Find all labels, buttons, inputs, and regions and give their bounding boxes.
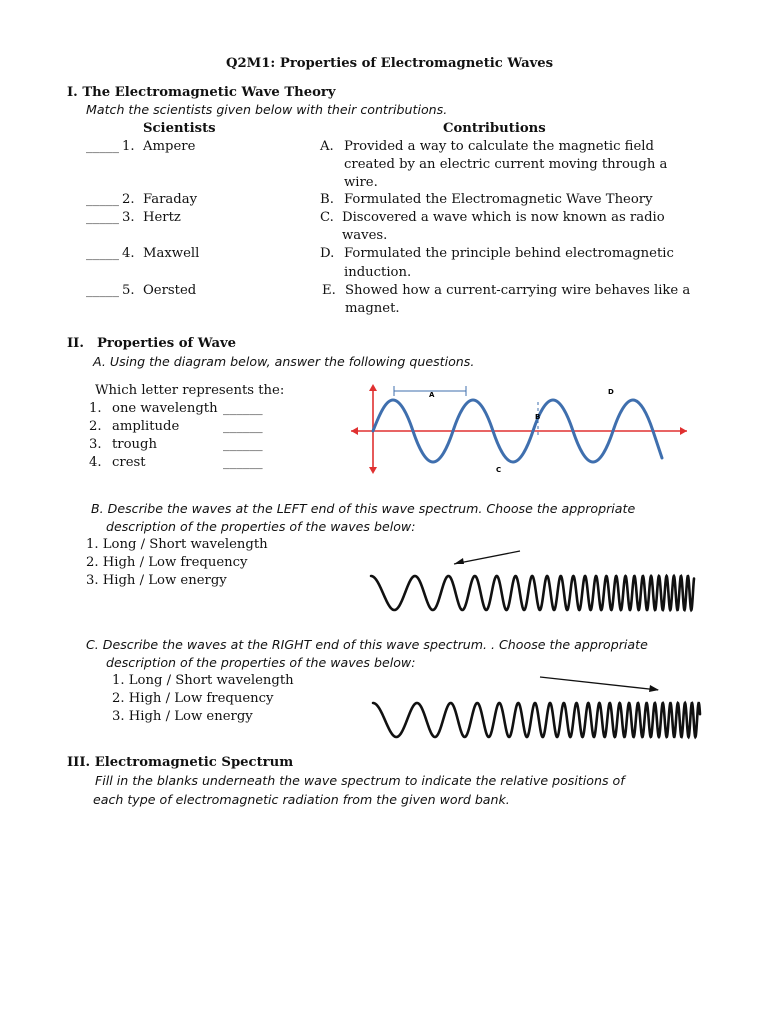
- scientists-header: Scientists: [143, 121, 216, 136]
- part-c-instruction: C. Describe the waves at the RIGHT end of this wave spectrum. . Choose the appropriate: [86, 637, 648, 652]
- question-number: 3.: [89, 437, 102, 452]
- contribution-letter: D.: [320, 246, 335, 261]
- part-b-instruction: B. Describe the waves at the LEFT end of this wave spectrum. Choose the appropriate: [91, 501, 636, 516]
- contribution-text: Provided a way to calculate the magnetic field: [344, 139, 654, 154]
- part-a-instruction: A. Using the diagram below, answer the following questions.: [93, 354, 475, 369]
- answer-blank[interactable]: _____: [86, 283, 119, 298]
- page-title: Q2M1: Properties of Electromagnetic Waves: [226, 56, 554, 71]
- contribution-text: created by an electric current moving through a: [344, 157, 668, 172]
- contribution-letter: A.: [320, 139, 334, 154]
- question-number: 2.: [89, 419, 102, 434]
- part-b-instruction-cont: description of the properties of the waves below:: [106, 519, 416, 534]
- question-number: 1.: [89, 401, 102, 416]
- part-c-instruction-cont: description of the properties of the waves below:: [106, 655, 416, 670]
- section-1-heading: I. The Electromagnetic Wave Theory: [67, 85, 336, 100]
- contribution-letter: E.: [322, 283, 336, 298]
- answer-blank[interactable]: _____: [86, 139, 119, 154]
- answer-blank[interactable]: _____: [86, 246, 119, 261]
- scientist-number: 4.: [122, 246, 135, 261]
- left-spectrum-wave: [360, 540, 705, 620]
- scientist-name: Hertz: [142, 210, 181, 225]
- section-3-heading: III. Electromagnetic Spectrum: [67, 755, 294, 770]
- contribution-text: Formulated the Electromagnetic Wave Theory: [344, 192, 653, 207]
- part-b-item: 1. Long / Short wavelength: [86, 537, 268, 552]
- section-2-heading-num: II.: [67, 336, 84, 351]
- part-b-item: 3. High / Low energy: [86, 573, 227, 588]
- spectrum-wave: [373, 703, 700, 737]
- label-b: B: [535, 413, 541, 421]
- contribution-text: Showed how a current-carrying wire behaves like a: [345, 283, 691, 298]
- scientist-name: Oersted: [142, 283, 197, 298]
- contribution-text: Formulated the principle behind electromagnetic: [344, 246, 674, 261]
- part-b-item: 2. High / Low frequency: [86, 555, 248, 570]
- label-c: C: [496, 466, 502, 474]
- contributions-header: Contributions: [443, 121, 546, 136]
- answer-blank[interactable]: _____: [86, 210, 119, 225]
- section-3-instruction-cont: each type of electromagnetic radiation from the given word bank.: [93, 792, 510, 807]
- scientist-name: Faraday: [142, 192, 198, 207]
- question-text: trough: [112, 437, 157, 452]
- contribution-letter: C.: [320, 210, 334, 225]
- right-spectrum-wave: [360, 668, 705, 748]
- contribution-text: Discovered a wave which is now known as radio: [342, 210, 665, 225]
- axis-arrow-up: [369, 384, 377, 391]
- part-c-item: 2. High / Low frequency: [112, 691, 274, 706]
- answer-blank[interactable]: ______: [223, 401, 263, 416]
- question-text: crest: [112, 455, 146, 470]
- axis-arrow-down: [369, 467, 377, 474]
- axis-arrow-left: [351, 427, 358, 435]
- label-a: A: [429, 391, 435, 399]
- question-text: one wavelength: [112, 401, 218, 416]
- answer-blank[interactable]: _____: [86, 192, 119, 207]
- question-text: amplitude: [112, 419, 180, 434]
- answer-blank[interactable]: ______: [223, 419, 263, 434]
- question-number: 4.: [89, 455, 102, 470]
- scientist-name: Ampere: [142, 139, 196, 154]
- section-3-instruction: Fill in the blanks underneath the wave spectrum to indicate the relative positions of: [95, 773, 625, 788]
- scientist-number: 5.: [122, 283, 135, 298]
- section-2-heading: Properties of Wave: [97, 336, 237, 351]
- arrow-right: [540, 677, 658, 690]
- part-c-item: 3. High / Low energy: [112, 709, 253, 724]
- arrow-left: [454, 551, 520, 564]
- scientist-number: 3.: [122, 210, 135, 225]
- which-letter-prompt: Which letter represents the:: [95, 383, 285, 398]
- contribution-text: waves.: [342, 228, 388, 243]
- scientist-name: Maxwell: [142, 246, 200, 261]
- axis-arrow-right: [680, 427, 687, 435]
- scientist-number: 2.: [122, 192, 135, 207]
- contribution-text: wire.: [344, 175, 378, 190]
- label-d: D: [608, 388, 614, 396]
- spectrum-wave: [371, 576, 694, 610]
- part-c-item: 1. Long / Short wavelength: [112, 673, 294, 688]
- contribution-text: induction.: [344, 265, 412, 280]
- contribution-letter: B.: [320, 192, 334, 207]
- contribution-text: magnet.: [345, 301, 400, 316]
- answer-blank[interactable]: ______: [223, 455, 263, 470]
- section-1-instruction: Match the scientists given below with their contributions.: [86, 102, 448, 117]
- scientist-number: 1.: [122, 139, 135, 154]
- answer-blank[interactable]: ______: [223, 437, 263, 452]
